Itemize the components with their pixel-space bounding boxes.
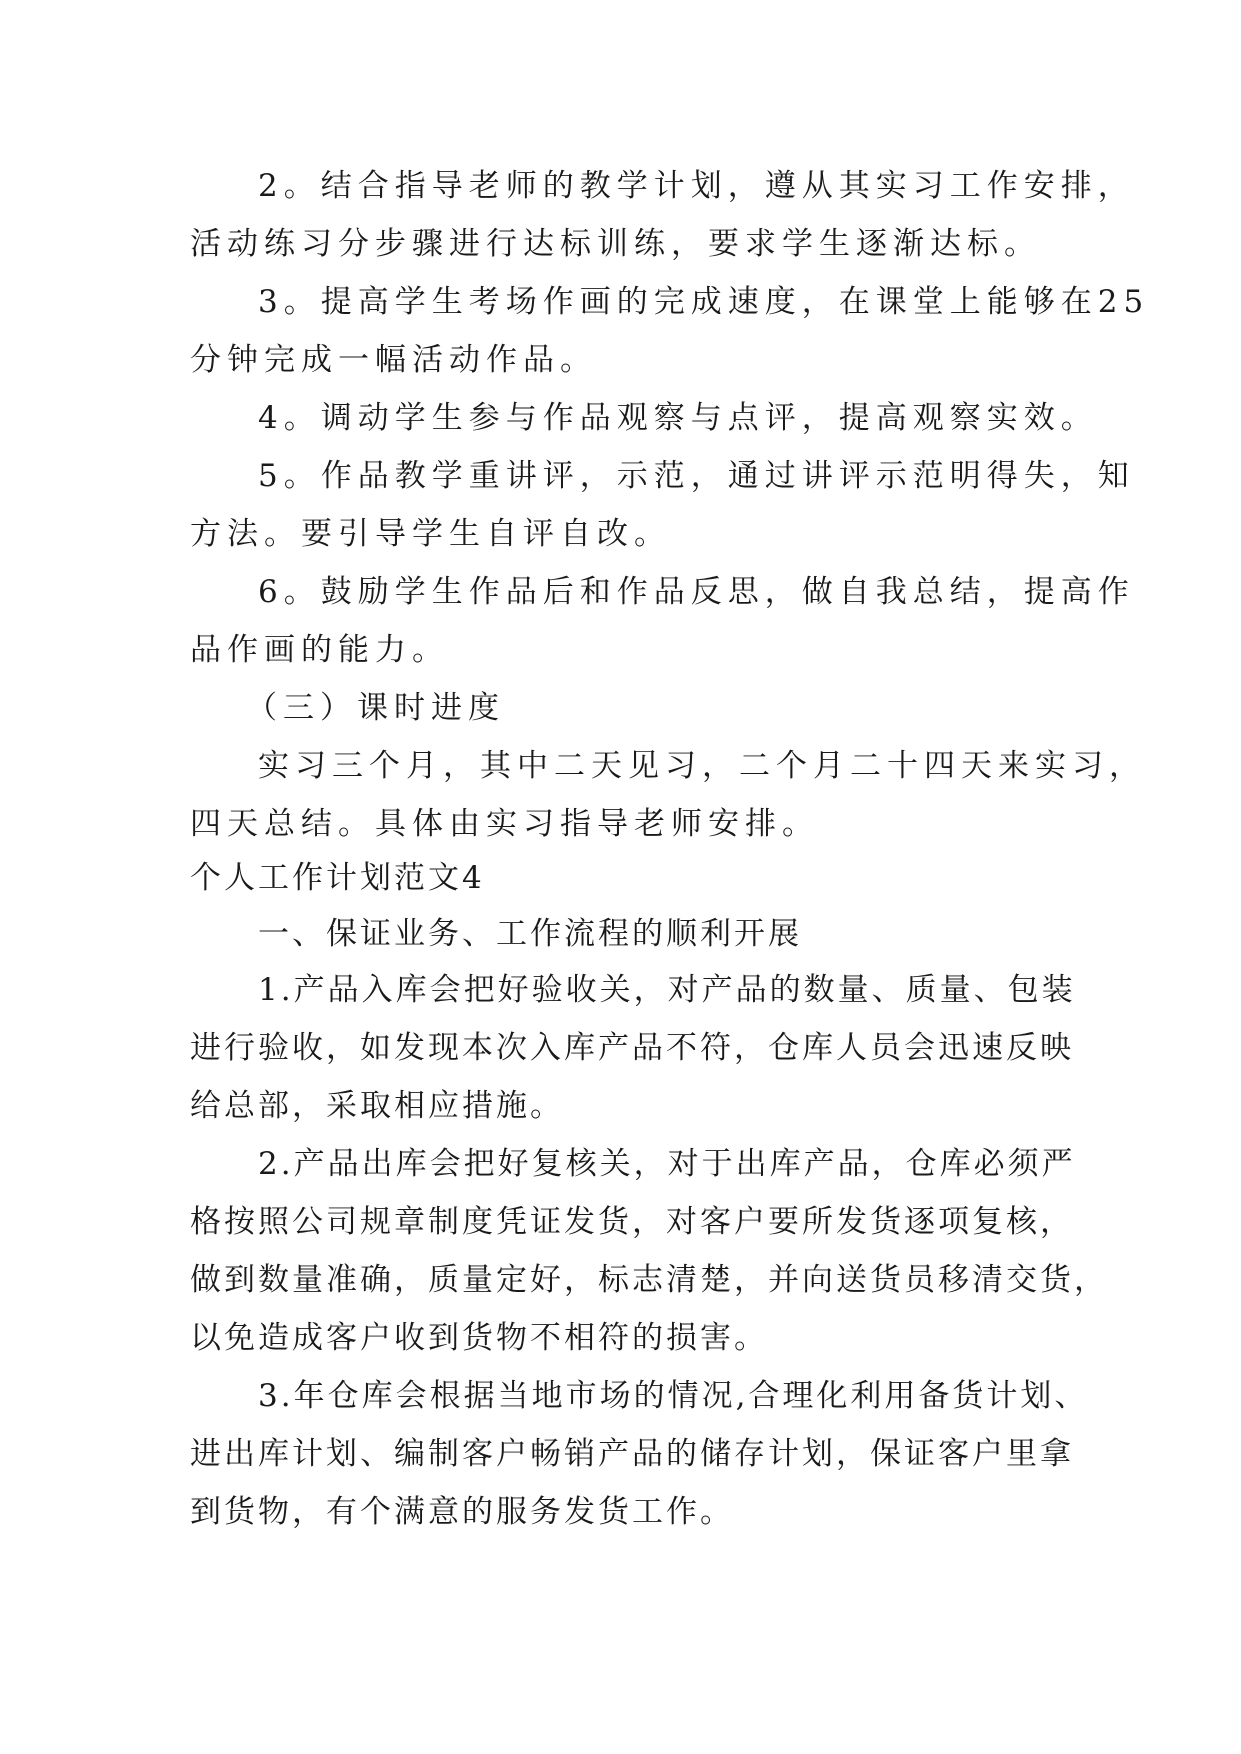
paragraph-line: 品作画的能力。 [190, 632, 449, 668]
section-heading: （三）课时进度 [246, 690, 505, 726]
paragraph-line: 3.年仓库会根据当地市场的情况,合理化利用备货计划、 [258, 1378, 1089, 1414]
section-heading: 一、保证业务、工作流程的顺利开展 [258, 916, 802, 952]
paragraph-line: 进出库计划、编制客户畅销产品的储存计划，保证客户里拿 [190, 1436, 1074, 1472]
paragraph-line: 格按照公司规章制度凭证发货，对客户要所发货逐项复核， [190, 1204, 1074, 1240]
paragraph-line: 2.产品出库会把好复核关，对于出库产品，仓库必须严 [258, 1146, 1076, 1182]
paragraph-line: 方法。要引导学生自评自改。 [190, 516, 671, 552]
paragraph-line: 4。调动学生参与作品观察与点评，提高观察实效。 [258, 400, 1098, 436]
paragraph-line: 给总部，采取相应措施。 [190, 1088, 564, 1124]
paragraph-line: 6。鼓励学生作品后和作品反思，做自我总结，提高作 [258, 574, 1135, 610]
paragraph-line: 5。作品教学重讲评，示范，通过讲评示范明得失，知 [258, 458, 1135, 494]
paragraph-line: 四天总结。具体由实习指导老师安排。 [190, 806, 819, 842]
paragraph-line: 活动练习分步骤进行达标训练，要求学生逐渐达标。 [190, 226, 1041, 262]
paragraph-line: 做到数量准确，质量定好，标志清楚，并向送货员移清交货， [190, 1262, 1108, 1298]
paragraph-line: 进行验收，如发现本次入库产品不符，仓库人员会迅速反映 [190, 1030, 1074, 1066]
paragraph-line: 分钟完成一幅活动作品。 [190, 342, 597, 378]
paragraph-line: 1.产品入库会把好验收关，对产品的数量、质量、包装 [258, 972, 1076, 1008]
document-title: 个人工作计划范文4 [190, 860, 485, 896]
paragraph-line: 以免造成客户收到货物不相符的损害。 [190, 1320, 768, 1356]
paragraph-line: 2。结合指导老师的教学计划，遵从其实习工作安排， [258, 168, 1135, 204]
paragraph-line: 3。提高学生考场作画的完成速度，在课堂上能够在25 [258, 284, 1150, 320]
paragraph-line: 到货物，有个满意的服务发货工作。 [190, 1494, 734, 1530]
paragraph-line: 实习三个月，其中二天见习，二个月二十四天来实习， [258, 748, 1146, 784]
